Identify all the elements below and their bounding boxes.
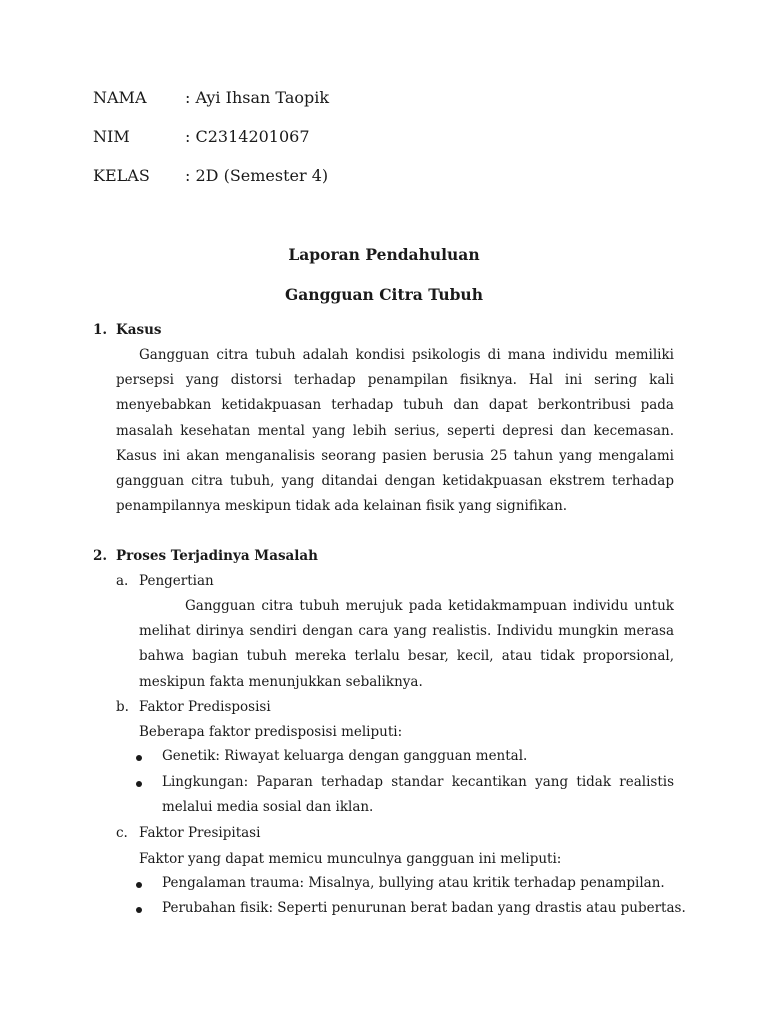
section-number: 2. [93, 548, 108, 564]
pengertian-paragraph: Gangguan citra tubuh merujuk pada ketidakmampuan individu untuk melihat dirinya sendiri dengan cara yang realistis. Individu mungkin merasa bahwa bagian tubuh mereka terlalu besar, kecil, atau tidak proporsional, meskipun fakta menunjukkan sebaliknya. [139, 598, 674, 690]
subsection-letter: a. [116, 573, 129, 589]
list-item-text: Perubahan fisik: Seperti penurunan berat badan yang drastis atau pubertas. [162, 900, 686, 916]
subsection-title: Faktor Predisposisi [139, 699, 271, 715]
bullet-icon [136, 755, 142, 761]
kelas-label: KELAS [93, 166, 150, 185]
subsection-letter: b. [116, 699, 129, 715]
predisposisi-intro: Beberapa faktor predisposisi meliputi: [139, 724, 403, 740]
section-title: Kasus [116, 322, 162, 338]
subsection-title: Faktor Presipitasi [139, 825, 261, 841]
list-item-text: Lingkungan: Paparan terhadap standar kecantikan yang tidak realistis melalui media sosial dan iklan. [162, 774, 674, 816]
nim-value: : C2314201067 [185, 127, 310, 146]
section-number: 1. [93, 322, 108, 338]
list-item-text: Genetik: Riwayat keluarga dengan gangguan mental. [162, 748, 528, 764]
list-item-text: Pengalaman trauma: Misalnya, bullying atau kritik terhadap penampilan. [162, 875, 665, 891]
identity-nim-row [93, 127, 310, 146]
bullet-icon [136, 781, 142, 787]
document-title: Laporan Pendahuluan [288, 245, 480, 264]
identity-kelas-row [93, 166, 328, 185]
section-title: Proses Terjadinya Masalah [116, 548, 318, 564]
bullet-icon [136, 907, 142, 913]
name-label: NAMA [93, 88, 147, 107]
subsection-letter: c. [116, 825, 128, 841]
subsection-title: Pengertian [139, 573, 214, 589]
kasus-paragraph: Gangguan citra tubuh adalah kondisi psikologis di mana individu memiliki persepsi yang distorsi terhadap penampilan fisiknya. Hal ini sering kali menyebabkan ketidakpuasan terhadap tubuh dan dapat berkontribusi pada masalah kesehatan mental yang lebih serius, seperti depresi dan kecemasan. Kasus ini akan menganalisis seorang pasien berusia 25 tahun yang mengalami gangguan citra tubuh, yang ditandai dengan ketidakpuasan ekstrem terhadap penampilannya meskipun tidak ada kelainan fisik yang signifikan. [116, 347, 674, 515]
nim-label: NIM [93, 127, 130, 146]
name-value: : Ayi Ihsan Taopik [185, 88, 330, 107]
document-subtitle: Gangguan Citra Tubuh [285, 285, 483, 304]
presipitasi-intro: Faktor yang dapat memicu munculnya gangguan ini meliputi: [139, 851, 562, 867]
bullet-icon [136, 882, 142, 888]
identity-name-row [93, 88, 329, 107]
kelas-value: : 2D (Semester 4) [185, 166, 329, 185]
